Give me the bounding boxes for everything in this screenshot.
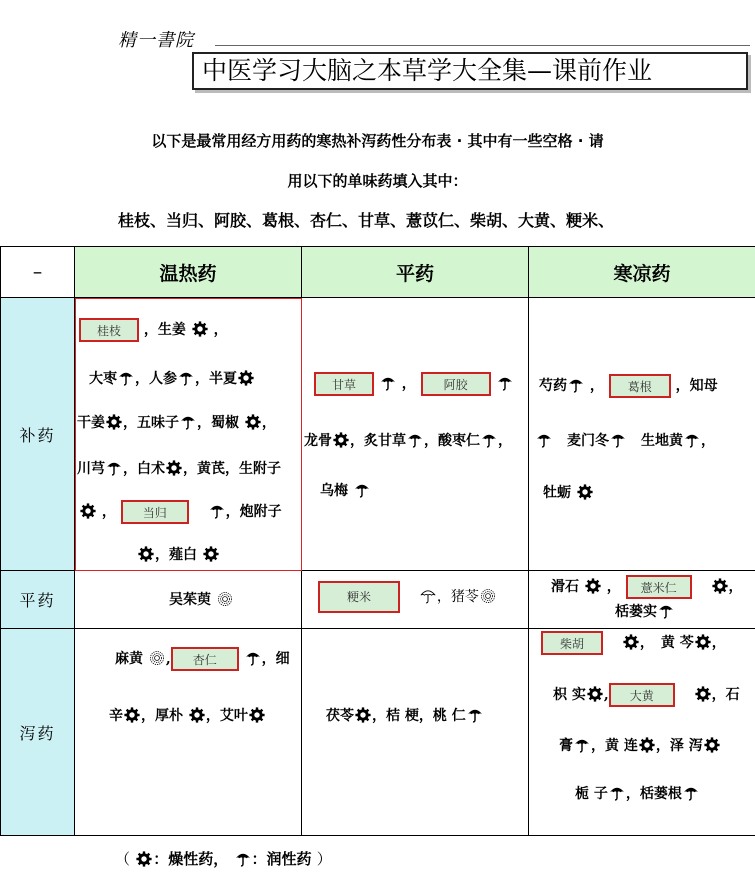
herb-text: ，桔 梗，桃 仁 bbox=[372, 708, 466, 724]
herb-text: ，黄芪，生附子 bbox=[183, 461, 281, 477]
herb-text: ，栝蒌根 bbox=[625, 786, 682, 802]
umbrella-icon bbox=[178, 370, 194, 386]
herb-text: ，人参 bbox=[135, 371, 177, 387]
gear-outline-icon bbox=[480, 588, 496, 604]
page-title: 中医学习大脑之本草学大全集—课前作业 bbox=[192, 52, 748, 90]
gear-icon bbox=[577, 484, 593, 500]
herb-text: ，黄 连 bbox=[591, 738, 638, 754]
gear-icon bbox=[712, 578, 728, 594]
blank-yiyiren[interactable]: 薏米仁 bbox=[626, 575, 692, 599]
blank-gancao[interactable]: 甘草 bbox=[314, 372, 374, 396]
herb-property-table bbox=[0, 246, 755, 836]
herb-text: 龙骨 bbox=[304, 433, 332, 449]
herb-text: 干姜 bbox=[77, 415, 105, 431]
cell-tonify-cold: 芍药 ， 葛根 ，知母 麦门冬 生地黄 ， 牡蛎 bbox=[529, 298, 755, 571]
herb-text: 辛 bbox=[109, 708, 123, 724]
herb-text: ，厚朴 bbox=[141, 708, 183, 724]
header-warm: 温热药 bbox=[75, 247, 302, 298]
blank-gegen[interactable]: 葛根 bbox=[609, 374, 671, 398]
umbrella-icon bbox=[536, 432, 552, 448]
umbrella-icon bbox=[245, 650, 261, 666]
herb-text: ，五味子 bbox=[123, 415, 179, 431]
herb-text: 膏 bbox=[559, 738, 573, 754]
blank-danggui[interactable]: 当归 bbox=[121, 500, 189, 524]
blank-jingmi[interactable]: 粳米 bbox=[318, 581, 400, 613]
herb-text: 生地黄 bbox=[641, 433, 683, 449]
herb-text: ，半夏 bbox=[195, 371, 237, 387]
gear-icon bbox=[192, 321, 208, 337]
legend-moist-label: ：润性药 bbox=[251, 850, 312, 868]
umbrella-icon bbox=[574, 737, 590, 753]
umbrella-icon bbox=[497, 375, 513, 391]
herb-text: 川芎 bbox=[77, 461, 105, 477]
gear-icon bbox=[704, 737, 720, 753]
cell-purge-warm: 麻黄 , 杏仁 ，细 辛 ，厚朴 ，艾叶 bbox=[75, 629, 302, 836]
cell-neutral-warm bbox=[75, 571, 302, 629]
umbrella-icon bbox=[180, 414, 196, 430]
herb-text: ， 黄 芩 bbox=[639, 635, 694, 651]
header-neutral: 平药 bbox=[302, 247, 529, 298]
herb-text: 茯苓 bbox=[326, 708, 354, 724]
gear-icon bbox=[249, 707, 265, 723]
intro-line-2: 用以下的单味药填入其中： bbox=[287, 172, 468, 190]
gear-icon bbox=[136, 851, 152, 867]
herb-text: ，蜀椒 bbox=[197, 415, 239, 431]
herb-text: ，知母 bbox=[675, 378, 718, 394]
umbrella-icon bbox=[235, 851, 251, 867]
corner-cell: – bbox=[1, 247, 75, 298]
herb-text: 麦门冬 bbox=[567, 433, 609, 449]
herb-text: ，炙甘草 bbox=[350, 433, 406, 449]
gear-outline-icon bbox=[217, 591, 233, 607]
herb-text: 牡蛎 bbox=[543, 485, 571, 501]
cell-tonify-neutral: 甘草 ， 阿胶 龙骨 ，炙甘草 ，酸枣仁 ， 乌梅 bbox=[302, 298, 529, 571]
header-cold: 寒凉药 bbox=[529, 247, 755, 298]
herb-text: 枳 实 bbox=[553, 687, 586, 703]
herb-text: ，生姜 bbox=[143, 322, 186, 338]
umbrella-icon bbox=[106, 460, 122, 476]
legend bbox=[115, 848, 332, 869]
gear-icon bbox=[585, 578, 601, 594]
umbrella-icon bbox=[684, 432, 700, 448]
herb-text: 麻黄 bbox=[115, 651, 143, 667]
gear-icon bbox=[623, 634, 639, 650]
cell-purge-cold: 柴胡 ， 黄 芩 ， 枳 实 , 大黄 ，石 膏 ，黄 连 ，泽 泻 栀 子 ，栝蒌根 bbox=[529, 629, 755, 836]
blank-xingren[interactable]: 杏仁 bbox=[171, 647, 239, 671]
gear-icon bbox=[189, 707, 205, 723]
herb-text: 栝蒌实 bbox=[615, 604, 657, 620]
gear-icon bbox=[245, 414, 261, 430]
gear-icon bbox=[587, 686, 603, 702]
row-label-tonify: 补药 bbox=[1, 298, 75, 571]
gear-icon bbox=[333, 432, 349, 448]
herb-text: ，薤白 bbox=[155, 547, 197, 563]
gear-icon bbox=[639, 737, 655, 753]
legend-dry-label: ：燥性药， bbox=[153, 850, 229, 868]
herb-text: ，泽 泻 bbox=[655, 738, 703, 754]
gear-icon bbox=[80, 503, 96, 519]
herb-text: ，石 bbox=[711, 687, 740, 703]
row-label-purge: 泻药 bbox=[1, 629, 75, 836]
umbrella-outline-icon bbox=[420, 588, 436, 604]
umbrella-icon bbox=[658, 603, 674, 619]
intro-line-1: 以下是最常用经方用药的寒热补泻药性分布表 · 其中有一些空格 · 请 bbox=[151, 132, 604, 150]
umbrella-icon bbox=[209, 503, 225, 519]
blank-chaihu[interactable]: 柴胡 bbox=[541, 631, 603, 655]
umbrella-icon bbox=[609, 785, 625, 801]
herb-text: 大枣 bbox=[89, 371, 117, 387]
gear-icon bbox=[124, 707, 140, 723]
legend-close: ） bbox=[316, 850, 332, 868]
herb-text: ，炮附子 bbox=[225, 504, 282, 520]
cell-neutral-cold: 滑石 ， 薏米仁 ， 栝蒌实 bbox=[529, 571, 755, 629]
herb-text: 栀 子 bbox=[575, 786, 608, 802]
herb-text: 乌梅 bbox=[320, 483, 348, 499]
gear-icon bbox=[695, 686, 711, 702]
umbrella-icon bbox=[118, 370, 134, 386]
umbrella-icon bbox=[380, 375, 396, 391]
umbrella-icon bbox=[481, 432, 497, 448]
herb-text: ，酸枣仁 bbox=[424, 433, 480, 449]
umbrella-icon bbox=[610, 432, 626, 448]
gear-icon bbox=[106, 414, 122, 430]
herb-text: 芍药 bbox=[539, 378, 567, 394]
umbrella-icon bbox=[568, 377, 584, 393]
header-divider bbox=[215, 45, 750, 46]
gear-icon bbox=[138, 546, 154, 562]
brand-signature: 精一書院 bbox=[118, 30, 194, 51]
cell-purge-neutral bbox=[302, 629, 529, 836]
umbrella-icon bbox=[683, 785, 699, 801]
cell-tonify-warm: 桂枝 ，生姜 ， 大枣 ，人参 ，半夏 干姜 ，五味子 ，蜀椒 ， 川芎 ，白术 ，黄芪，生附子 ， 当归 ，炮附子 ，薤白 bbox=[75, 298, 302, 571]
herb-text: 滑石 bbox=[551, 579, 579, 595]
legend-open: （ bbox=[115, 850, 131, 868]
herb-text: ，白术 bbox=[123, 461, 165, 477]
blank-dahuang[interactable]: 大黄 bbox=[609, 683, 675, 707]
umbrella-icon bbox=[407, 432, 423, 448]
cell-neutral-neutral bbox=[302, 571, 529, 629]
gear-icon bbox=[355, 707, 371, 723]
gear-icon bbox=[166, 460, 182, 476]
gear-icon bbox=[695, 634, 711, 650]
gear-icon bbox=[203, 546, 219, 562]
gear-icon bbox=[238, 370, 254, 386]
blank-ejiao[interactable]: 阿胶 bbox=[421, 372, 491, 396]
herb-text: ，艾叶 bbox=[205, 708, 248, 724]
herb-list: 桂枝、当归、阿胶、葛根、杏仁、甘草、薏苡仁、柴胡、大黄、粳米、 bbox=[118, 211, 615, 230]
herb-text: ，猪苓 bbox=[436, 589, 479, 605]
blank-guizhi[interactable]: 桂枝 bbox=[79, 318, 139, 342]
row-label-neutral: 平药 bbox=[1, 571, 75, 629]
gear-outline-icon bbox=[149, 650, 165, 666]
herb-text: ，细 bbox=[261, 651, 290, 667]
umbrella-icon bbox=[467, 707, 483, 723]
herb-text: 吴茱萸 bbox=[169, 592, 211, 608]
umbrella-icon bbox=[354, 482, 370, 498]
